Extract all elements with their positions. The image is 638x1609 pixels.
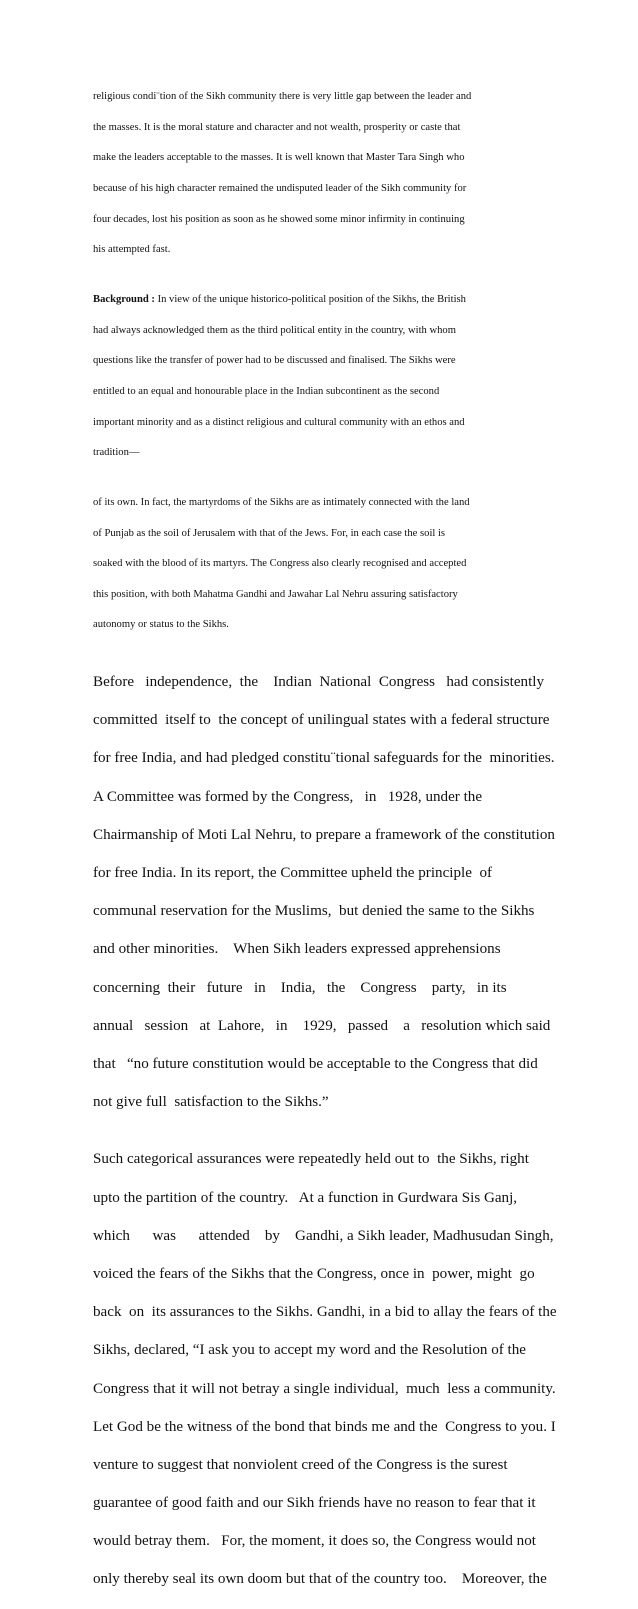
text-line: his attempted fast. <box>93 244 171 256</box>
text-line: autonomy or status to the Sikhs. <box>93 619 229 631</box>
paragraph-moral-stature <box>93 74 548 273</box>
background-heading: Background : <box>93 294 155 306</box>
text-line: four decades, lost his position as soon as he showed some minor infirmity in continuing <box>93 213 465 225</box>
paragraph-before-independence <box>93 654 555 1131</box>
text-line: Let God be the witness of the bond that binds me and the Congress to you. I <box>93 1418 556 1435</box>
text-line: Such categorical assurances were repeatedly held out to the Sikhs, right <box>93 1151 529 1168</box>
paragraph-martyrdoms <box>93 480 548 648</box>
text-line: for free India. In its report, the Committee upheld the principle of <box>93 865 493 882</box>
text-line: upto the partition of the country. At a function in Gurdwara Sis Ganj, <box>93 1189 518 1206</box>
text-line: not give full satisfaction to the Sikhs.” <box>93 1094 329 1111</box>
text-line: Congress that it will not betray a single individual, much less a community. <box>93 1380 556 1397</box>
background-intro-text: In view of the unique historico-political position of the Sikhs, the British <box>154 294 466 306</box>
text-line: which was attended by Gandhi, a Sikh leader, Madhusudan Singh, <box>93 1227 554 1244</box>
text-line: questions like the transfer of power had to be discussed and finalised. The Sikhs were <box>93 355 456 367</box>
text-line: the masses. It is the moral stature and character and not wealth, prosperity or caste that <box>93 121 461 133</box>
text-line: would betray them. For, the moment, it does so, the Congress would not <box>93 1533 536 1550</box>
text-line: Chairmanship of Moti Lal Nehru, to prepare a framework of the constitution <box>93 826 555 843</box>
text-line: venture to suggest that nonviolent creed of the Congress is the surest <box>93 1456 508 1473</box>
text-line: concerning their future in India, the Congress party, in its <box>93 979 507 996</box>
paragraph-categorical-assurances <box>93 1131 557 1608</box>
text-line: only thereby seal its own doom but that of the country too. Moreover, the <box>93 1571 547 1588</box>
text-line: religious condi¨tion of the Sikh community there is very little gap between the leader and <box>93 91 472 103</box>
text-line: of its own. In fact, the martyrdoms of the Sikhs are as intimately connected with the land <box>93 497 470 509</box>
text-line: for free India, and had pledged constitu¨tional safeguards for the minorities. <box>93 750 555 767</box>
text-line: Sikhs, declared, “I ask you to accept my word and the Resolution of the <box>93 1342 526 1359</box>
text-line: entitled to an equal and honourable place in the Indian subcontinent as the second <box>93 385 440 397</box>
text-line: because of his high character remained the undisputed leader of the Sikh community for <box>93 183 467 195</box>
text-line: voiced the fears of the Sikhs that the Congress, once in power, might go <box>93 1265 535 1282</box>
text-line <box>93 292 548 307</box>
text-line: soaked with the blood of its martyrs. The Congress also clearly recognised and accepted <box>93 558 467 570</box>
text-line: that “no future constitution would be acceptable to the Congress that did <box>93 1055 538 1072</box>
text-line: committed itself to the concept of unilingual states with a federal structure <box>93 712 550 729</box>
text-line: Before independence, the Indian National Congress had consistently <box>93 674 545 691</box>
text-line: this position, with both Mahatma Gandhi and Jawahar Lal Nehru assuring satisfactory <box>93 588 458 600</box>
text-line: and other minorities. When Sikh leaders expressed apprehensions <box>93 941 501 958</box>
text-line: communal reservation for the Muslims, but denied the same to the Sikhs <box>93 903 535 920</box>
text-line: make the leaders acceptable to the masses. It is well known that Master Tara Singh who <box>93 152 465 164</box>
text-line: back on its assurances to the Sikhs. Gandhi, in a bid to allay the fears of the <box>93 1304 557 1321</box>
text-line: A Committee was formed by the Congress, in 1928, under the <box>93 788 483 805</box>
text-line: guarantee of good faith and our Sikh friends have no reason to fear that it <box>93 1495 536 1512</box>
document-page <box>93 74 557 1609</box>
text-line: tradition— <box>93 447 140 459</box>
text-line: of Punjab as the soil of Jerusalem with that of the Jews. For, in each case the soil is <box>93 527 446 539</box>
text-line: had always acknowledged them as the third political entity in the country, with whom <box>93 324 456 336</box>
text-line: important minority and as a distinct religious and cultural community with an ethos and <box>93 416 465 428</box>
paragraph-background <box>93 277 548 476</box>
text-line: annual session at Lahore, in 1929, passed a resolution which said <box>93 1017 551 1034</box>
